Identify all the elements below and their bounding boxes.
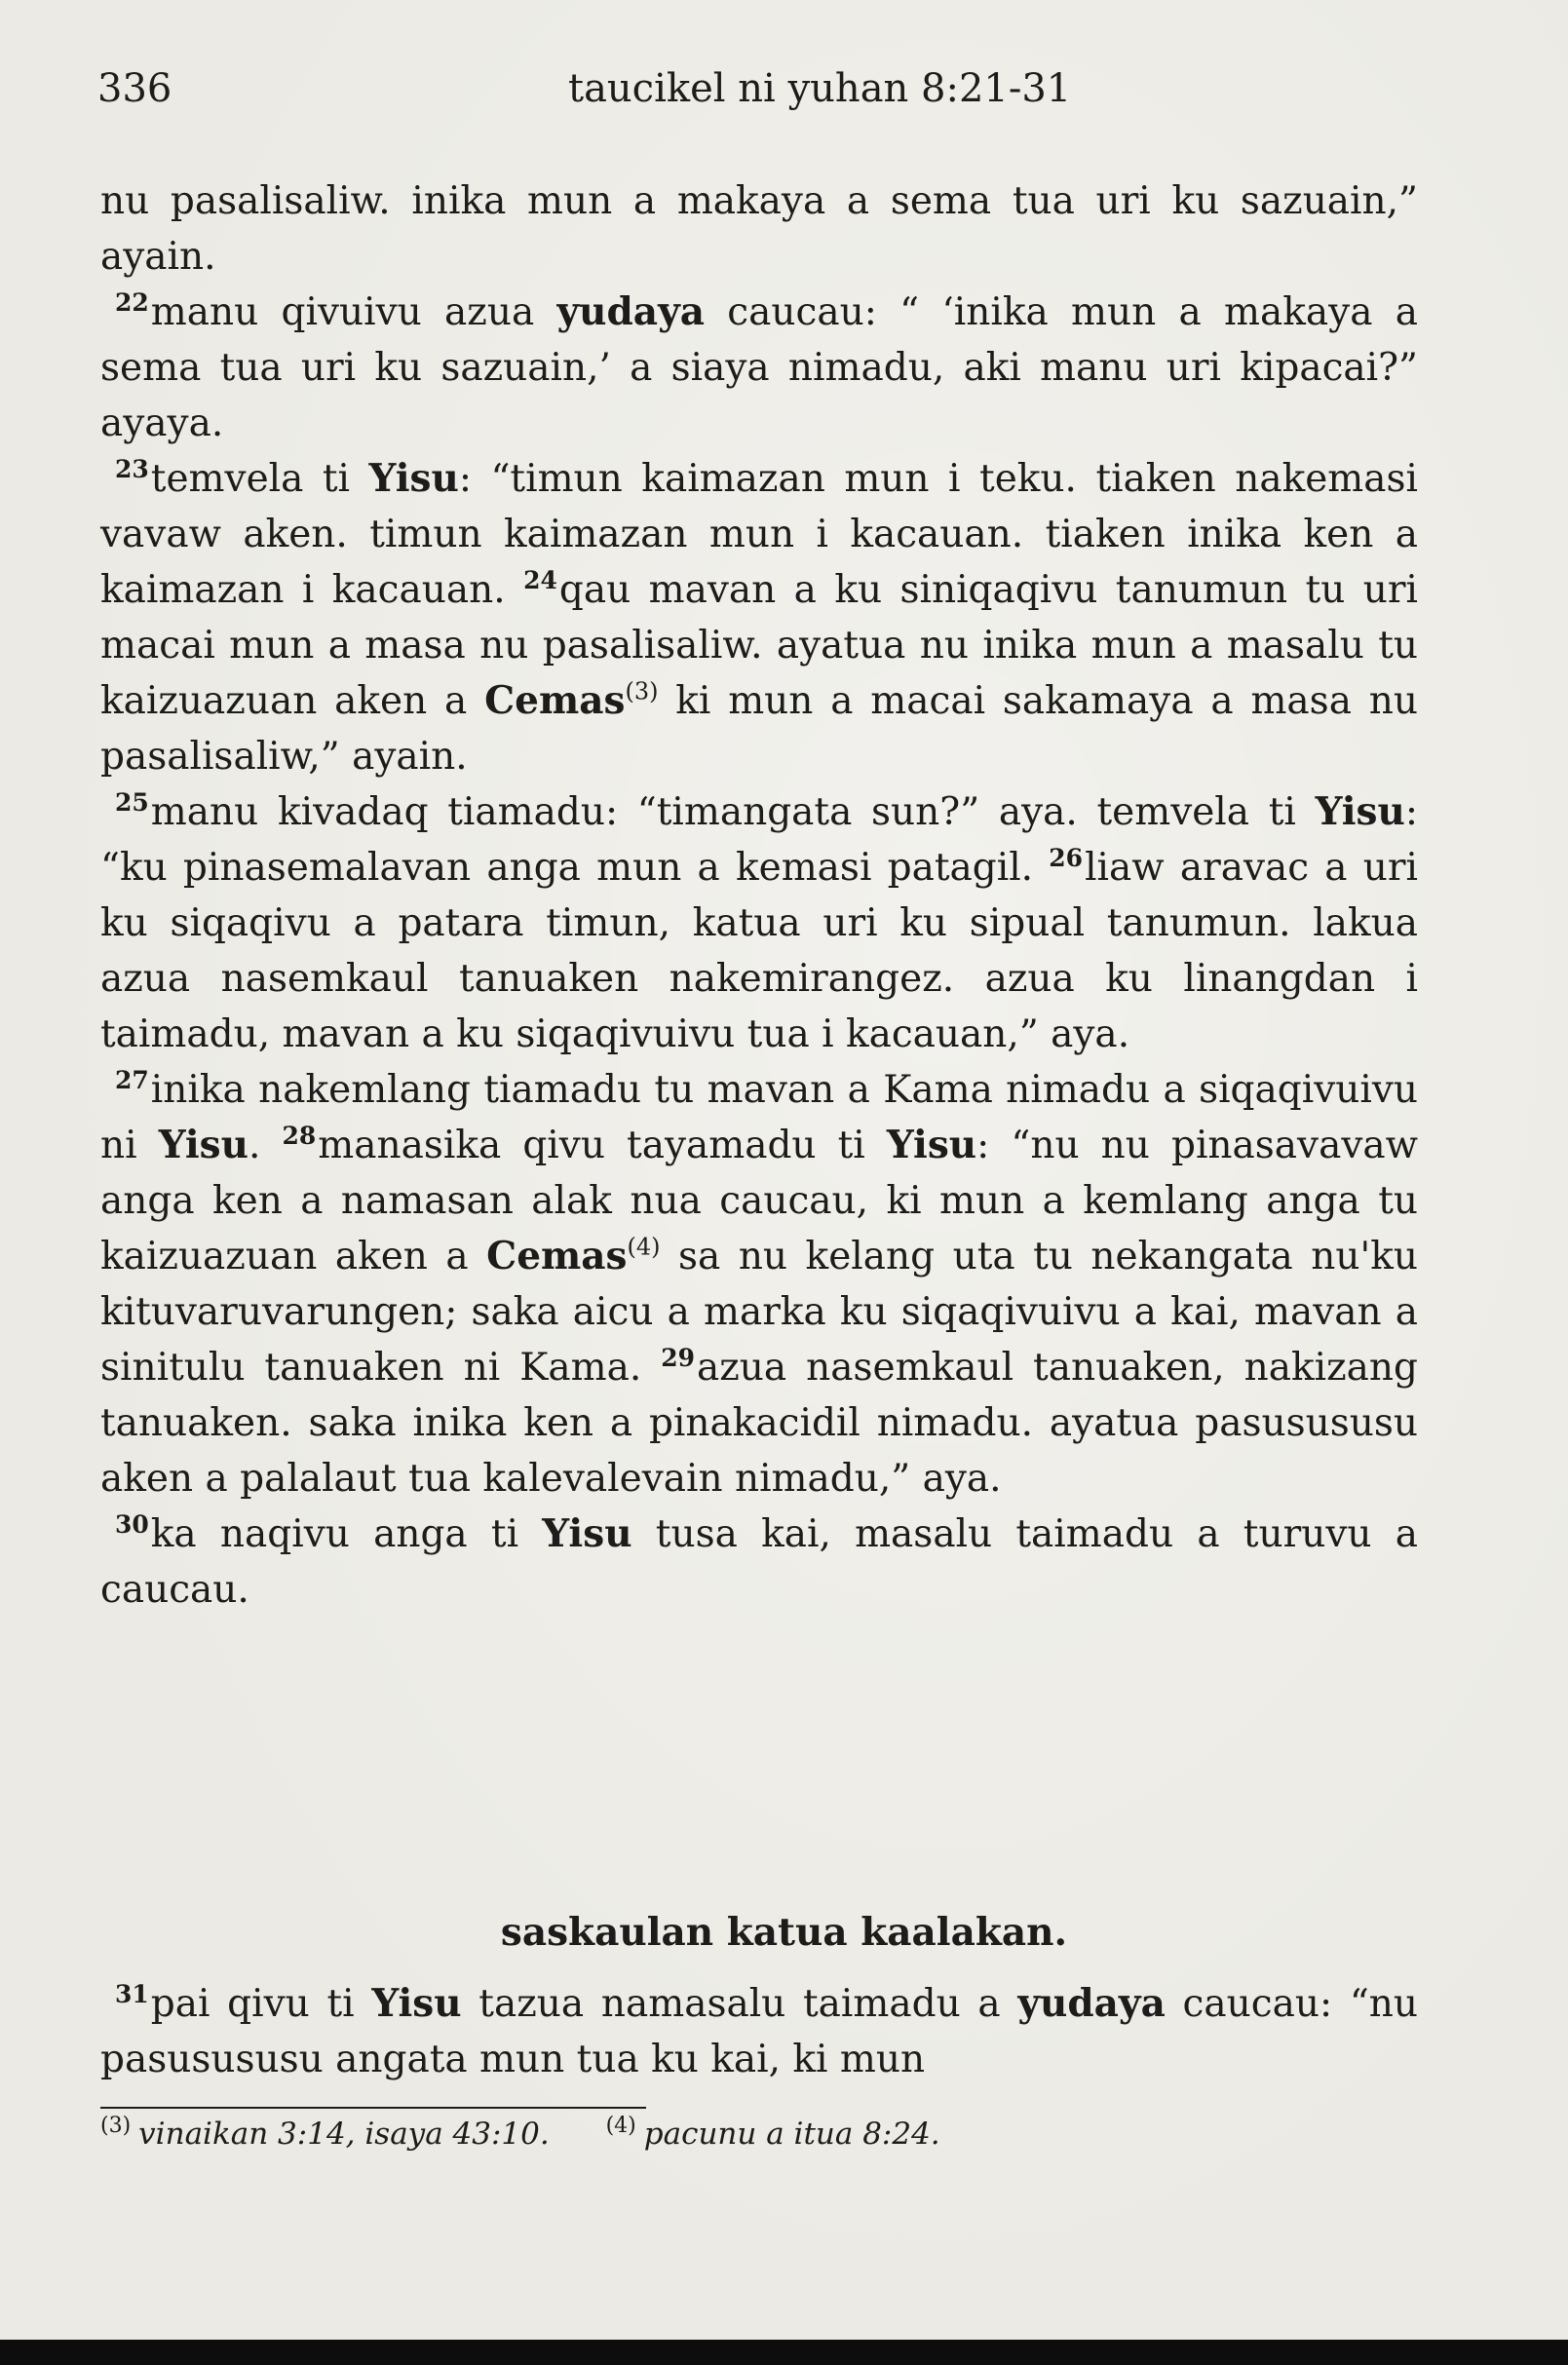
bold-term: yudaya [556,289,706,334]
text-run: : “timun kaimazan mun i teku. tiaken nakemasi vavaw aken. timun kaimazan mun i kacauan. tiaken inika ken a kaimazan i kacauan. [100,457,1419,612]
section-heading: saskaulan katua kaalakan. [500,1910,1068,1955]
text-run: caucau: “nu pasusususu angata mun tua ku kai, ki mun [100,1982,1418,2081]
footnotes [100,2113,1367,2152]
verse-number: 25 [115,788,149,818]
bold-term: Cemas [484,678,626,723]
verse-number: 29 [661,1344,695,1373]
page-number: 336 [97,66,172,111]
text-run: liaw aravac a uri ku siqaqivu a patara timun, katua uri ku sipual tanumun. lakua azua nasemkaul tanuaken nakemirangez. azua ku linangdan i taimadu, mavan a ku siqaqivuivu tua i kacauan,” aya. [100,846,1418,1056]
verse-27 [100,1062,1418,1507]
text-run: : “nu nu pinasavavaw anga ken a namasan alak nua caucau, ki mun a kemlang anga tu kaizuazuan aken a [100,1124,1419,1278]
footnote-3 [100,2113,550,2152]
text-run: sa nu kelang uta tu nekangata nu'ku kituvaruvarungen; saka aicu a marka ku siqaqivuivu a kai, mavan a sinitulu tanuaken ni Kama. [100,1235,1418,1390]
verse-31 [100,1976,1418,2087]
verse-number: 22 [115,288,149,318]
bold-term: Cemas [486,1234,628,1278]
paragraph [100,173,1418,285]
verse-number: 24 [523,566,557,595]
scan-edge [0,2340,1568,2365]
bold-term: Yisu [371,1981,462,2026]
verse-30 [100,1507,1418,1618]
verse-number: 30 [115,1510,149,1540]
text-run: qau mavan a ku siniqaqivu tanumun tu uri macai mun a masa nu pasalisaliw. ayatua nu inika mun a masalu tu kaizuazuan aken a [100,568,1418,723]
bold-term: Yisu [1315,789,1405,834]
text-run: manu kivadaq tiamadu: “timangata sun?” aya. temvela ti [150,790,1316,834]
text-run: ki mun a macai sakamaya a masa nu pasalisaliw,” ayain. [100,679,1418,779]
text-run: manu qivuivu azua [150,290,557,334]
text-run: temvela ti [150,457,369,501]
main-text-continued [100,1976,1418,2087]
text-run: caucau: “ ‘inika mun a makaya a sema tua uri ku sazuain,’ a siaya nimadu, aki manu uri kipacai?” ayaya. [100,290,1418,445]
text-run: tusa kai, masalu taimadu a turuvu a caucau. [100,1512,1418,1612]
footnote-mark: (4) [605,2113,636,2138]
text-run: tazua namasalu taimadu a [461,1982,1018,2026]
footnote-4 [605,2113,940,2152]
running-title: taucikel ni yuhan 8:21-31 [568,66,1072,111]
footnote-reference[interactable]: (4) [627,1233,661,1261]
verse-number: 28 [282,1122,317,1151]
text-run: azua nasemkaul tanuaken, nakizang tanuaken. saka inika ken a pinakacidil nimadu. ayatua pasusususu aken a palalaut tua kalevalevain nimadu,” aya. [100,1346,1418,1501]
text-run: manasika qivu tayamadu ti [318,1124,887,1167]
footnote-mark: (3) [100,2113,132,2138]
bold-term: Yisu [158,1123,249,1167]
verse-22 [100,285,1418,451]
verse-number: 23 [115,455,149,484]
text-run: inika nakemlang tiamadu tu mavan a Kama nimadu a siqaqivuivu ni [100,1068,1418,1167]
verse-number: 27 [115,1066,149,1095]
footnote-text: pacunu a itua 8:24. [643,2117,940,2152]
bold-term: yudaya [1017,1981,1166,2026]
footnote-divider [100,2107,646,2109]
main-text [100,173,1418,1618]
text-run: ka naqivu anga ti [150,1512,543,1556]
bold-term: Yisu [542,1511,632,1556]
bold-term: Yisu [368,456,459,501]
text-run: : “ku pinasemalavan anga mun a kemasi patagil. [100,790,1418,890]
verse-number: 31 [115,1980,149,2009]
verse-number: 26 [1049,844,1084,873]
footnote-reference[interactable]: (3) [625,677,659,706]
footnote-text: vinaikan 3:14, isaya 43:10. [138,2117,550,2152]
text-run: pai qivu ti [150,1982,372,2026]
verse-25 [100,784,1418,1062]
verse-23 [100,451,1418,784]
text-run: . [248,1124,283,1167]
bold-term: Yisu [886,1123,977,1167]
text-run: nu pasalisaliw. inika mun a makaya a sema tua uri ku sazuain,” ayain. [100,179,1418,279]
running-head [97,66,1472,125]
